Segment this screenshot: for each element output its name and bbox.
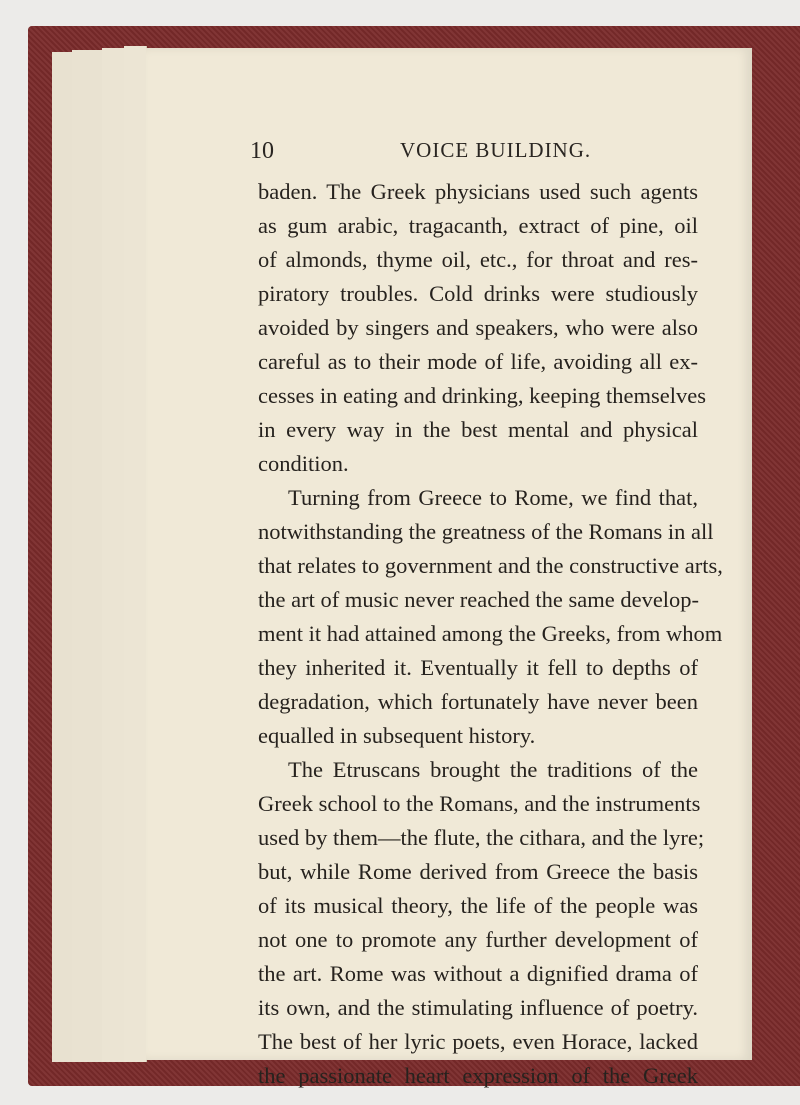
text-line: of its musical theory, the life of the people was <box>258 893 698 918</box>
body-text <box>258 175 723 1093</box>
page-edge <box>72 50 103 1062</box>
text-line: careful as to their mode of life, avoiding all ex- <box>258 349 698 374</box>
text-line: The best of her lyric poets, even Horace, lacked <box>258 1029 698 1054</box>
text-line: not one to promote any further development of <box>258 927 698 952</box>
text-line: of almonds, thyme oil, etc., for throat and res- <box>258 247 698 272</box>
text-line: in every way in the best mental and physical <box>258 417 698 442</box>
text-line: cesses in eating and drinking, keeping themselves <box>258 383 707 408</box>
text-line: the passionate heart expression of the Greek <box>258 1063 698 1088</box>
text-line: its own, and the stimulating influence of poetry. <box>258 995 698 1020</box>
text-line: ment it had attained among the Greeks, from whom <box>258 621 723 646</box>
text-line: they inherited it. Eventually it fell to depths of <box>258 655 698 680</box>
text-line: Greek school to the Romans, and the instruments <box>258 791 701 816</box>
text-line: The Etruscans brought the traditions of the <box>288 757 698 782</box>
text-line: used by them—the flute, the cithara, and the lyre; <box>258 825 705 850</box>
text-line: as gum arabic, tragacanth, extract of pine, oil <box>258 213 698 238</box>
running-head: VOICE BUILDING. <box>400 138 592 162</box>
text-line: but, while Rome derived from Greece the basis <box>258 859 698 884</box>
text-line: that relates to government and the constructive arts, <box>258 553 723 578</box>
page-header <box>250 138 690 168</box>
text-line: degradation, which fortunately have never been <box>258 689 698 714</box>
text-line: condition. <box>258 451 349 476</box>
text-line: notwithstanding the greatness of the Romans in all <box>258 519 714 544</box>
page-number: 10 <box>250 138 274 164</box>
text-line: the art of music never reached the same develop- <box>258 587 700 612</box>
text-line: baden. The Greek physicians used such agents <box>258 179 698 204</box>
text-line: Turning from Greece to Rome, we find that, <box>288 485 698 510</box>
page-edge <box>124 46 147 1062</box>
text-line: avoided by singers and speakers, who were also <box>258 315 698 340</box>
page-edge <box>102 48 125 1062</box>
text-line: the art. Rome was without a dignified drama of <box>258 961 698 986</box>
page-edge <box>52 52 73 1062</box>
text-line: equalled in subsequent history. <box>258 723 536 748</box>
text-line: piratory troubles. Cold drinks were studiously <box>258 281 698 306</box>
